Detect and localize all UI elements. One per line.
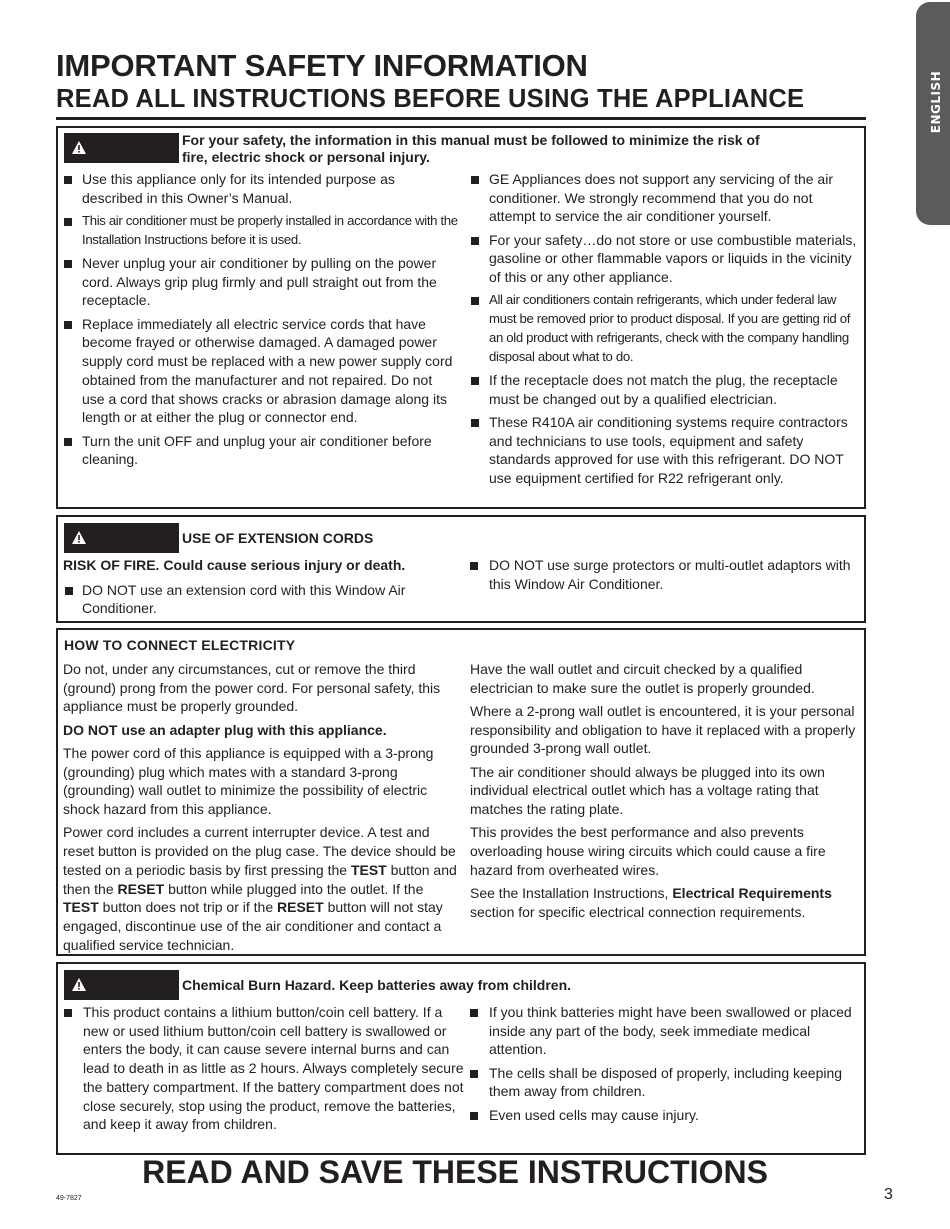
warning-badge: [64, 523, 179, 553]
warning-badge: [64, 970, 179, 1000]
right-column: [465, 1003, 860, 1129]
left-column: [59, 1003, 464, 1139]
left-column: [63, 556, 458, 623]
list-item: All air conditioners contain refrigerants, which under federal law must be removed prior to product disposal. If you are getting rid of an old product with refrigerants, check with the company handling disposal about what to do.: [469, 291, 861, 366]
bullet-icon: [470, 1009, 478, 1017]
header-rule: [56, 117, 866, 120]
warning-triangle-icon: [72, 531, 86, 544]
chemical-burn-box: [56, 962, 866, 1155]
footer-title: READ AND SAVE THESE INSTRUCTIONS: [142, 1154, 768, 1190]
safety-intro-line-2: fire, electric shock or personal injury.: [182, 149, 430, 165]
list-item: If you think batteries might have been swallowed or placed inside any part of the body, seek immediate medical attention.: [465, 1003, 860, 1059]
bullet-icon: [470, 1070, 478, 1078]
paragraph: This provides the best performance and also prevents overloading house wiring circuits which could cause a fire hazard from overheated wires.: [470, 824, 826, 878]
paragraph: Have the wall outlet and circuit checked by a qualified electrician to make sure the outlet is properly grounded.: [470, 661, 815, 696]
list-item: Use this appliance only for its intended purpose as described in this Owner’s Manual.: [62, 170, 458, 207]
paragraph: Where a 2-prong wall outlet is encountered, it is your personal responsibility and obligation to have it replaced with a properly grounded 3-prong wall outlet.: [470, 703, 856, 757]
paragraph: The air conditioner should always be plugged into its own individual electrical outlet which has a voltage rating that matches the rating plate.: [470, 763, 825, 818]
connect-electricity-heading: HOW TO CONNECT ELECTRICITY: [64, 637, 296, 653]
list-item: These R410A air conditioning systems require contractors and technicians to use tools, equipment and safety standards approved for use with this refrigerant. DO NOT use equipment certified for R22 refrigerant only.: [469, 413, 861, 488]
right-column: [465, 556, 860, 598]
right-column: [470, 660, 862, 926]
connect-electricity-box: [56, 628, 866, 956]
right-column: [469, 170, 861, 492]
paragraph: See the Installation Instructions, Electrical Requirements section for specific electrical connection requirements.: [470, 885, 832, 920]
list-item: GE Appliances does not support any servicing of the air conditioner. We strongly recommend that you do not attempt to service the air conditioner yourself.: [469, 170, 861, 226]
list-item: For your safety…do not store or use combustible materials, gasoline or other flammable vapors or liquids in the vicinity of this or any other appliance.: [469, 231, 861, 287]
bullet-icon: [64, 1009, 72, 1017]
list-item: Never unplug your air conditioner by pulling on the power cord. Always grip plug firmly and pull straight out from the receptacle.: [62, 254, 458, 310]
risk-of-fire-text: RISK OF FIRE. Could cause serious injury or death.: [63, 557, 406, 573]
paragraph: The power cord of this appliance is equipped with a 3-prong (grounding) plug which mates with a standard 3-prong (grounding) wall outlet to minimize the possibility of electric shock hazard from this appliance.: [63, 745, 434, 818]
paragraph: DO NOT use an adapter plug with this appliance.: [63, 721, 387, 738]
list-item: Replace immediately all electric service cords that have become frayed or otherwise damaged. A damaged power supply cord must be replaced with a new power supply cord obtained from the manufacturer and not repaired. Do not use a cord that shows cracks or abrasion damage along its length or at either the plug or connector end.: [62, 315, 458, 427]
bullet-icon: [64, 438, 72, 446]
list-item: Even used cells may cause injury.: [465, 1106, 860, 1125]
safety-intro-line-1: For your safety, the information in this manual must be followed to minimize the risk of: [182, 132, 760, 148]
bullet-icon: [64, 176, 72, 184]
bullet-icon: [471, 297, 479, 305]
bullet-icon: [65, 587, 73, 595]
list-item: The cells shall be disposed of properly, including keeping them away from children.: [465, 1064, 860, 1101]
list-item: DO NOT use an extension cord with this Window Air Conditioner.: [63, 581, 458, 618]
left-column: [62, 170, 458, 474]
bullet-icon: [471, 419, 479, 427]
left-column: [63, 660, 459, 959]
bullet-icon: [471, 237, 479, 245]
language-tab-label: ENGLISH: [929, 70, 943, 134]
page-number: 3: [884, 1186, 893, 1203]
list-item: This air conditioner must be properly installed in accordance with the Installation Instructions before it is used.: [62, 212, 458, 249]
extension-cords-box: [56, 515, 866, 623]
bullet-icon: [470, 1112, 478, 1120]
language-tab: [916, 2, 950, 225]
document-number: 49-7827: [56, 1195, 82, 1202]
extension-cords-heading: USE OF EXTENSION CORDS: [182, 530, 374, 546]
page-title: IMPORTANT SAFETY INFORMATION: [56, 48, 588, 83]
warning-triangle-icon: [72, 141, 86, 154]
warning-badge: [64, 133, 179, 163]
list-item: DO NOT use surge protectors or multi-outlet adaptors with this Window Air Conditioner.: [465, 556, 860, 593]
list-item: This product contains a lithium button/coin cell battery. If a new or used lithium button/coin cell battery is swallowed or enters the body, it can cause severe internal burns and can lead to death in as little as 2 hours. Always completely secure the battery compartment. If the battery compartment does not close securely, stop using the product, remove the batteries, and keep it away from children.: [59, 1003, 464, 1134]
bullet-icon: [471, 176, 479, 184]
paragraph: Do not, under any circumstances, cut or remove the third (ground) prong from the power cord. For personal safety, this appliance must be properly grounded.: [63, 661, 441, 715]
warning-triangle-icon: [72, 978, 86, 991]
safety-intro: [182, 132, 862, 166]
chemical-burn-heading: Chemical Burn Hazard. Keep batteries away from children.: [182, 977, 572, 993]
bullet-icon: [64, 321, 72, 329]
general-warning-box: [56, 126, 866, 509]
paragraph: Power cord includes a current interrupter device. A test and reset button is provided on the plug case. The device should be tested on a periodic basis by first pressing the TEST button and then the RESET button while plugged into the outlet. If the TEST button does not trip or if the RESET button will not stay engaged, discontinue use of the air conditioner and contact a qualified service technician.: [63, 824, 457, 953]
page-subtitle: READ ALL INSTRUCTIONS BEFORE USING THE APPLIANCE: [56, 85, 805, 113]
bullet-icon: [64, 218, 72, 226]
bullet-icon: [471, 377, 479, 385]
list-item: Turn the unit OFF and unplug your air conditioner before cleaning.: [62, 432, 458, 469]
bullet-icon: [64, 260, 72, 268]
list-item: If the receptacle does not match the plug, the receptacle must be changed out by a qualified electrician.: [469, 371, 861, 408]
bullet-icon: [470, 562, 478, 570]
